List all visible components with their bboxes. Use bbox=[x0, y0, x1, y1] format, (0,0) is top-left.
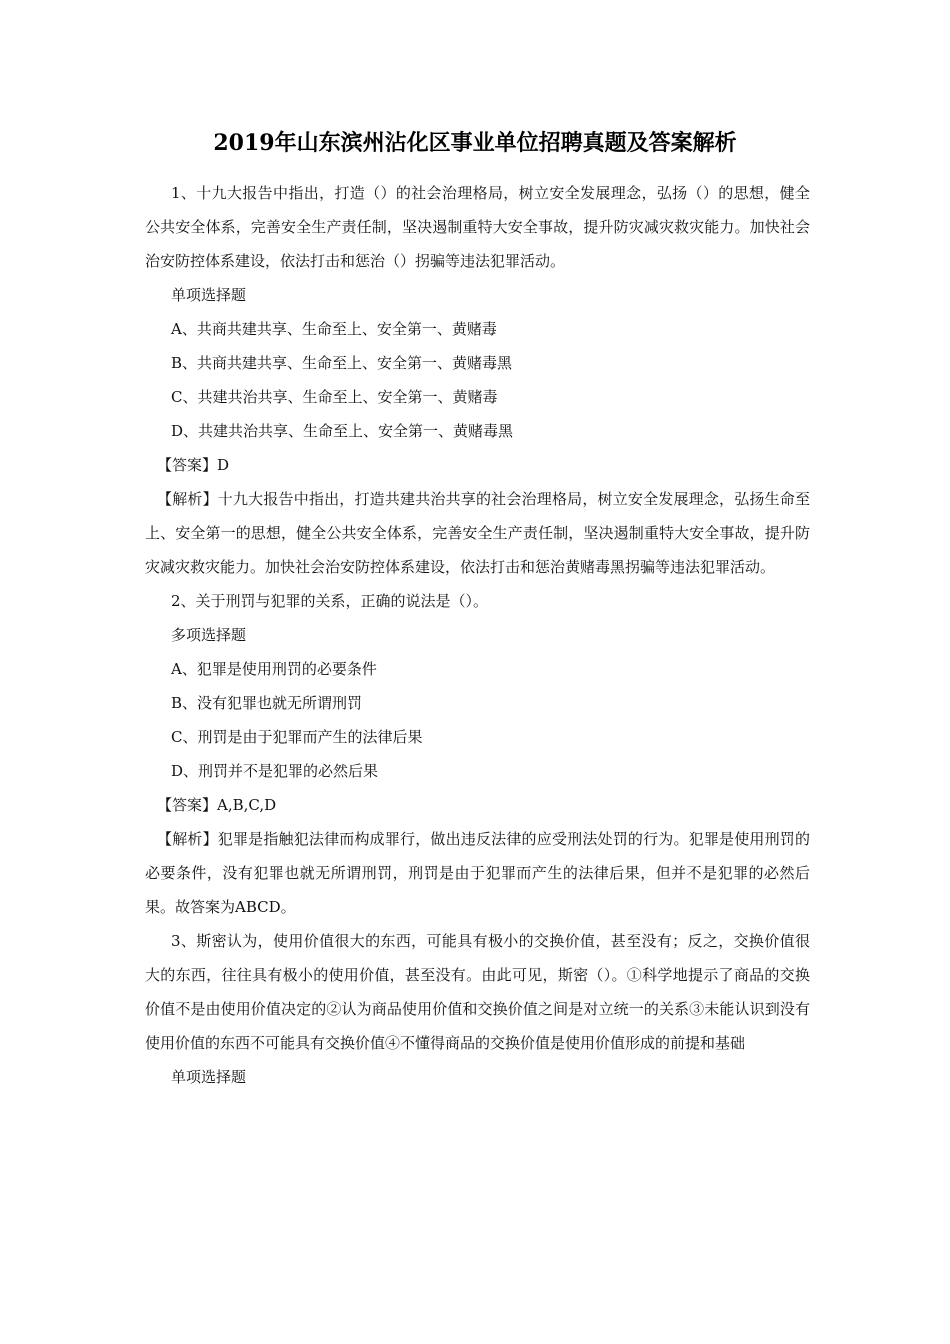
question-3-type: 单项选择题 bbox=[171, 1068, 247, 1086]
document-body bbox=[145, 176, 810, 1094]
question-2-option-c: C、刑罚是由于犯罪而产生的法律后果 bbox=[171, 728, 423, 746]
question-2-option-d: D、刑罚并不是犯罪的必然后果 bbox=[171, 762, 379, 780]
question-2-option-a: A、犯罪是使用刑罚的必要条件 bbox=[171, 660, 377, 678]
question-1-option-b: B、共商共建共享、生命至上、安全第一、黄赌毒黑 bbox=[171, 354, 513, 372]
page-title: 2019年山东滨州沾化区事业单位招聘真题及答案解析 bbox=[213, 130, 737, 156]
question-1-option-a: A、共商共建共享、生命至上、安全第一、黄赌毒 bbox=[171, 320, 497, 338]
question-2-answer bbox=[145, 788, 810, 822]
question-2-analysis bbox=[145, 822, 810, 924]
analysis-label: 【解析】 bbox=[157, 830, 218, 848]
question-1-option-c: C、共建共治共享、生命至上、安全第一、黄赌毒 bbox=[171, 388, 498, 406]
answer-value: D bbox=[217, 456, 230, 474]
question-1-option-d: D、共建共治共享、生命至上、安全第一、黄赌毒黑 bbox=[171, 422, 514, 440]
question-3-stem: 3、斯密认为，使用价值很大的东西，可能具有极小的交换价值，甚至没有；反之，交换价值很大的东西，往往具有极小的使用价值，甚至没有。由此可见，斯密（）。①科学地提示了商品的交换价值不是由使用价值决定的②认为商品使用价值和交换价值之间是对立统一的关系③未能认识到没有使用价值的东西不可能具有交换价值④不懂得商品的交换价值是使用价值形成的前提和基础 bbox=[145, 932, 810, 1052]
analysis-text: 犯罪是指触犯法律而构成罪行，做出违反法律的应受刑法处罚的行为。犯罪是使用刑罚的必要条件，没有犯罪也就无所谓刑罚，刑罚是由于犯罪而产生的法律后果，但并不是犯罪的必然后果。故答案为ABCD。 bbox=[145, 830, 810, 916]
question-1-analysis bbox=[145, 482, 810, 584]
question-1-type: 单项选择题 bbox=[171, 286, 247, 304]
analysis-label: 【解析】 bbox=[157, 490, 218, 508]
answer-label: 【答案】 bbox=[157, 456, 218, 474]
answer-label: 【答案】 bbox=[157, 796, 218, 814]
question-1-stem: 1、十九大报告中指出，打造（）的社会治理格局，树立安全发展理念，弘扬（）的思想，健全公共安全体系，完善安全生产责任制，坚决遏制重特大安全事故，提升防灾减灾救灾能力。加快社会治安防控体系建设，依法打击和惩治（）拐骗等违法犯罪活动。 bbox=[145, 184, 810, 270]
question-2-stem: 2、关于刑罚与犯罪的关系，正确的说法是（）。 bbox=[171, 592, 489, 610]
question-2-type: 多项选择题 bbox=[171, 626, 247, 644]
analysis-text: 十九大报告中指出，打造共建共治共享的社会治理格局，树立安全发展理念，弘扬生命至上、安全第一的思想，健全公共安全体系，完善安全生产责任制，坚决遏制重特大安全事故，提升防灾减灾救灾能力。加快社会治安防控体系建设，依法打击和惩治黄赌毒黑拐骗等违法犯罪活动。 bbox=[145, 490, 810, 576]
answer-value: A,B,C,D bbox=[217, 796, 277, 814]
question-2-option-b: B、没有犯罪也就无所谓刑罚 bbox=[171, 694, 363, 712]
question-1-answer bbox=[145, 448, 810, 482]
